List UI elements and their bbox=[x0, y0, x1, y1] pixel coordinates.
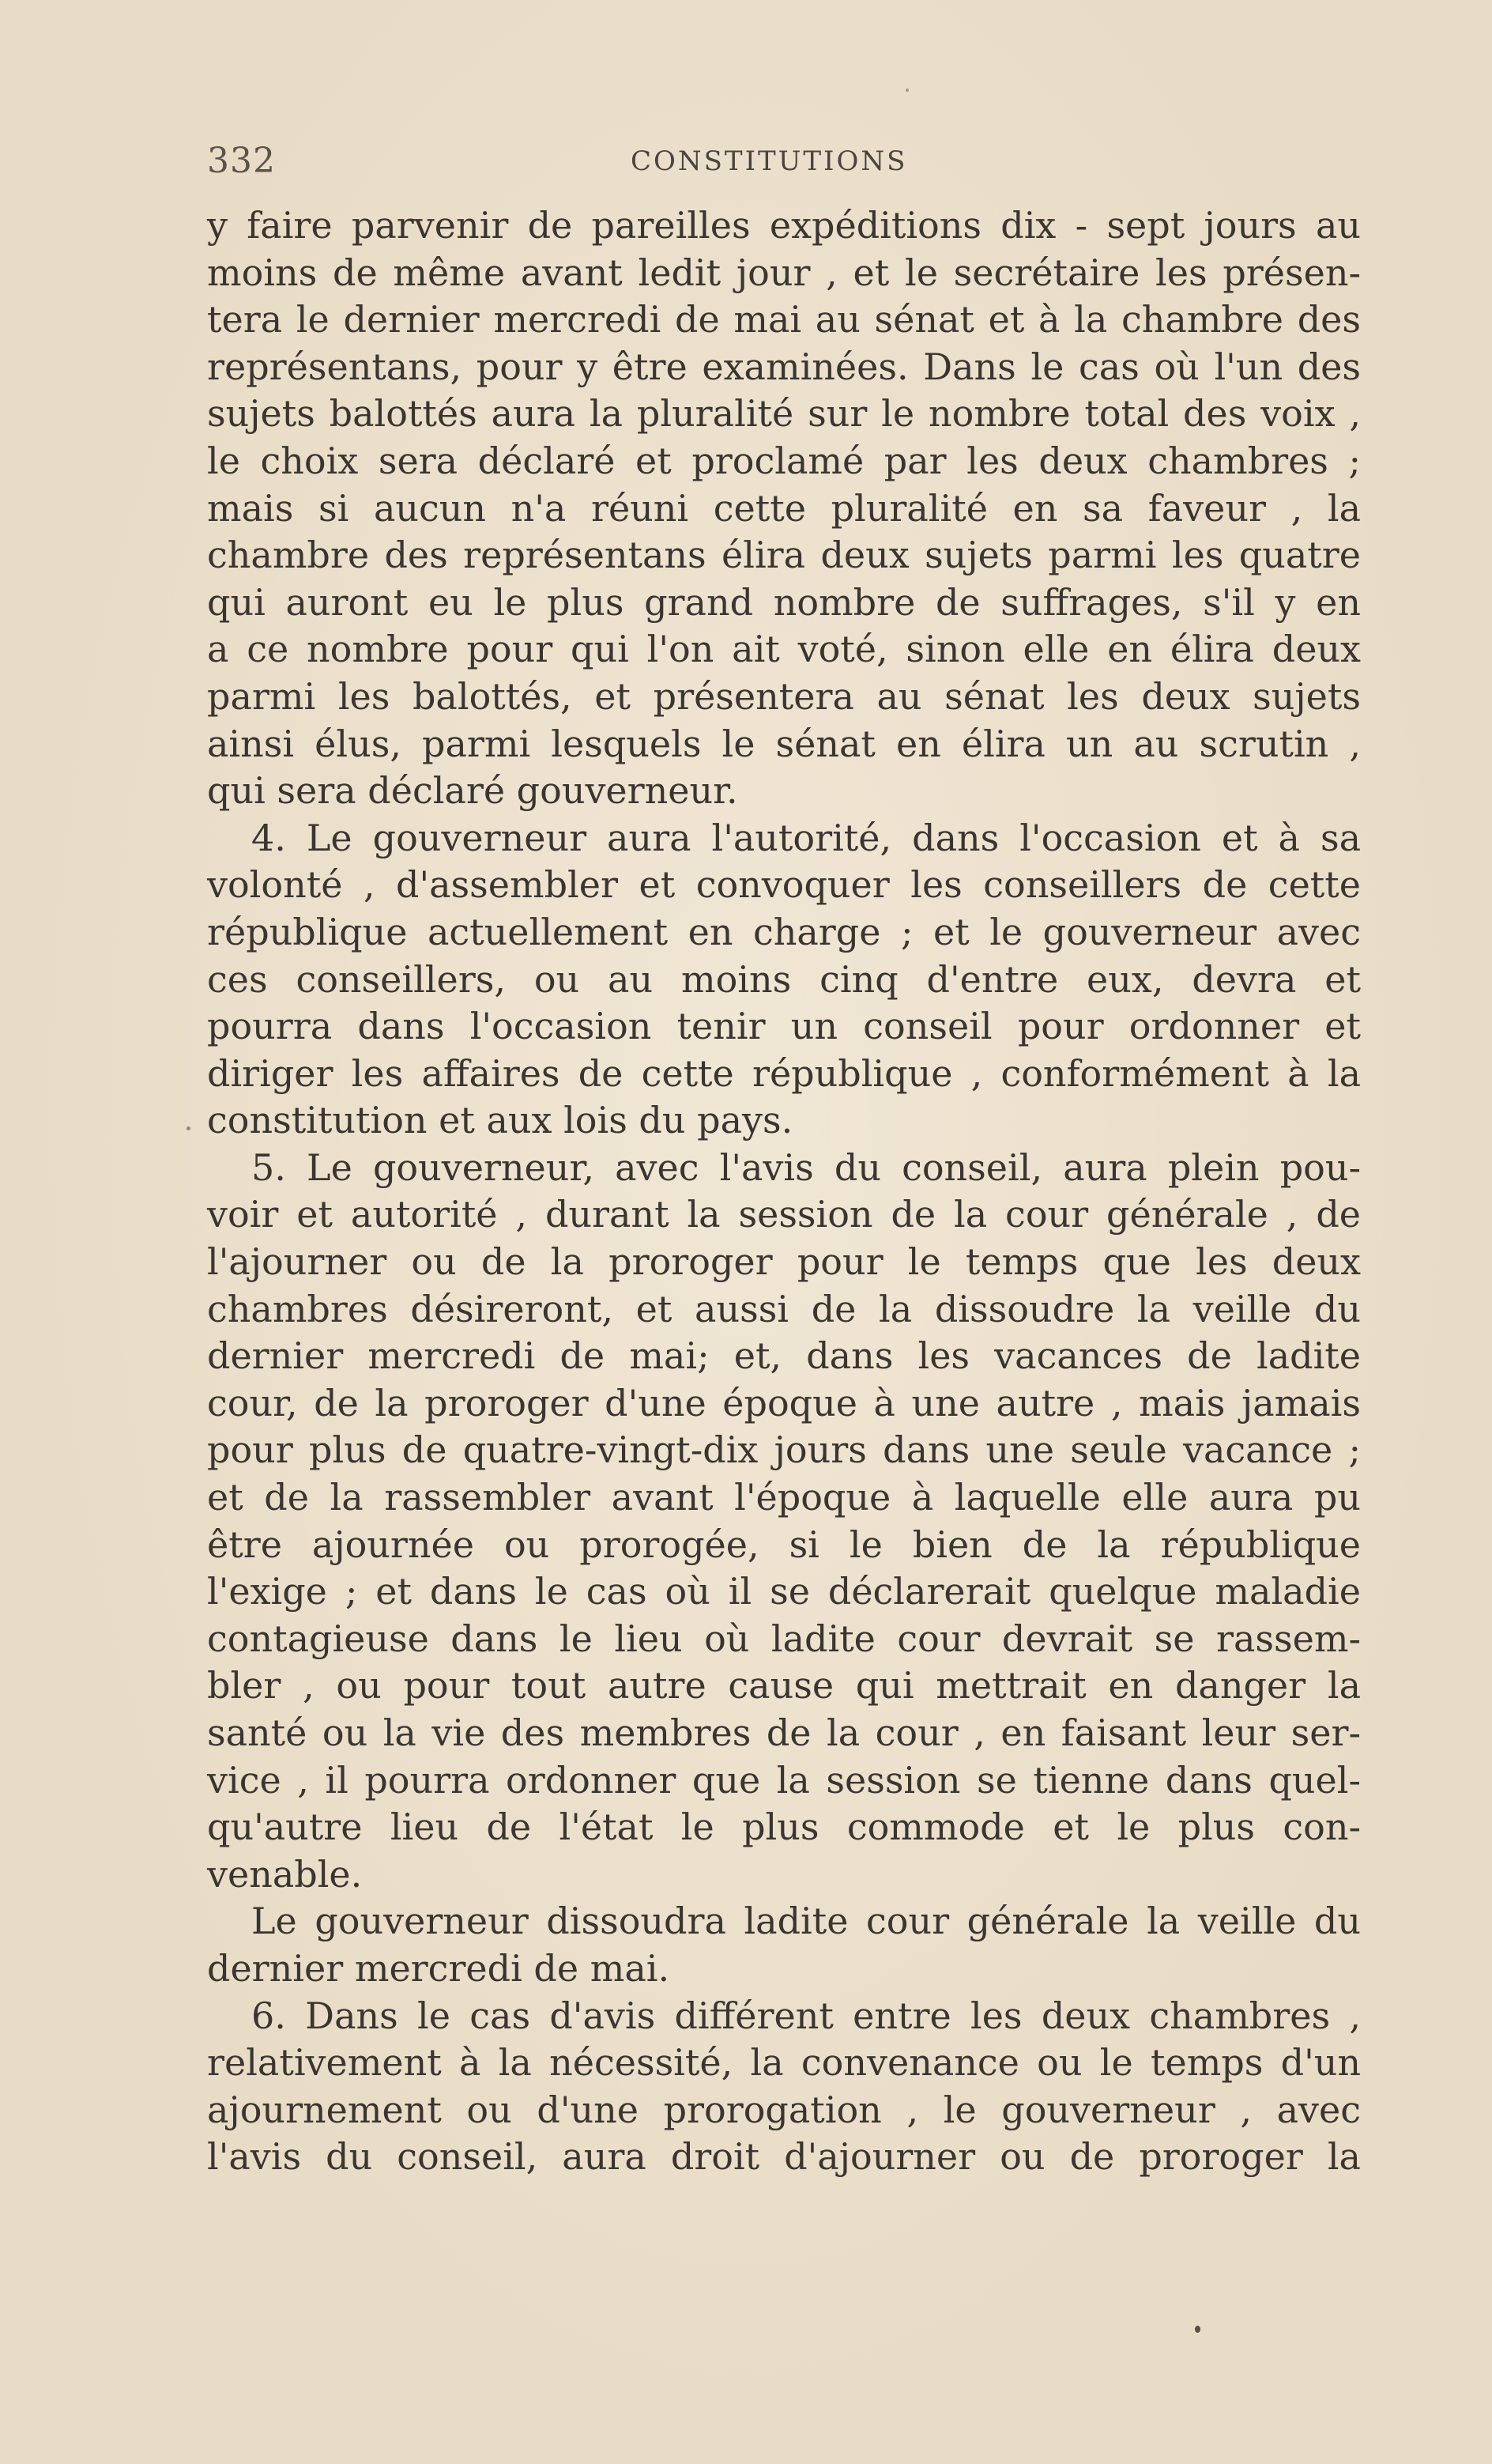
text-line: contagieuse dans le lieu où ladite cour devrait se rassem- bbox=[207, 1617, 1361, 1660]
running-head bbox=[207, 141, 1361, 188]
text-line: bler , ou pour tout autre cause qui mettrait en danger la bbox=[207, 1664, 1361, 1707]
page-number: 332 bbox=[207, 141, 276, 181]
body-text bbox=[207, 202, 1361, 2181]
text-line: être ajournée ou prorogée, si le bien de la république bbox=[207, 1523, 1361, 1566]
text-line: relativement à la nécessité, la convenance ou le temps d'un bbox=[207, 2041, 1361, 2085]
text-line: l'exige ; et dans le cas où il se déclarerait quelque maladie bbox=[207, 1570, 1361, 1613]
paragraph-6-start: 6. Dans le cas d'avis différent entre les deux chambres , bbox=[251, 1994, 1361, 2037]
text-line: dernier mercredi de mai. bbox=[207, 1946, 670, 1990]
text-line: ainsi élus, parmi lesquels le sénat en élira un au scrutin , bbox=[207, 722, 1361, 765]
text-line: y faire parvenir de pareilles expéditions dix - sept jours au bbox=[207, 204, 1361, 247]
text-line: parmi les balottés, et présentera au sénat les deux sujets bbox=[207, 674, 1361, 718]
text-line: république actuellement en charge ; et le gouverneur avec bbox=[207, 910, 1361, 953]
text-line: qu'autre lieu de l'état le plus commode et le plus con- bbox=[207, 1806, 1361, 1849]
text-line: sujets balottés aura la pluralité sur le nombre total des voix , bbox=[207, 392, 1361, 436]
paper-speck bbox=[906, 89, 909, 92]
paper-speck bbox=[1195, 2326, 1200, 2333]
text-line: l'avis du conseil, aura droit d'ajourner ou de proroger la bbox=[207, 2135, 1361, 2179]
text-line: voir et autorité , durant la session de la cour générale , de bbox=[207, 1193, 1361, 1236]
text-line: volonté , d'assembler et convoquer les conseillers de cette bbox=[207, 863, 1361, 907]
text-line: venable. bbox=[207, 1852, 363, 1896]
paragraph-5-start: 5. Le gouverneur, avec l'avis du conseil, aura plein pou- bbox=[251, 1145, 1361, 1189]
text-line: constitution et aux lois du pays. bbox=[207, 1099, 793, 1142]
text-line: moins de même avant ledit jour , et le secrétaire les présen- bbox=[207, 251, 1361, 294]
text-line: qui sera déclaré gouverneur. bbox=[207, 769, 738, 813]
text-line: et de la rassembler avant l'époque à laquelle elle aura pu bbox=[207, 1476, 1361, 1519]
text-line: l'ajourner ou de la proroger pour le temps que les deux bbox=[207, 1240, 1361, 1284]
paper-speck bbox=[186, 1126, 190, 1130]
text-line: dernier mercredi de mai; et, dans les vacances de ladite bbox=[207, 1334, 1361, 1378]
text-line: mais si aucun n'a réuni cette pluralité en sa faveur , la bbox=[207, 486, 1361, 530]
text-line: le choix sera déclaré et proclamé par les deux chambres ; bbox=[207, 439, 1361, 482]
text-line: chambres désireront, et aussi de la dissoudre la veille du bbox=[207, 1287, 1361, 1330]
text-line: pourra dans l'occasion tenir un conseil pour ordonner et bbox=[207, 1005, 1361, 1048]
text-line: a ce nombre pour qui l'on ait voté, sinon elle en élira deux bbox=[207, 628, 1361, 671]
text-line: représentans, pour y être examinées. Dans le cas où l'un des bbox=[207, 345, 1361, 388]
text-line: ajournement ou d'une prorogation , le gouverneur , avec bbox=[207, 2088, 1361, 2131]
text-line: vice , il pourra ordonner que la session se tienne dans quel- bbox=[207, 1758, 1361, 1802]
text-line: cour, de la proroger d'une époque à une autre , mais jamais bbox=[207, 1381, 1361, 1424]
text-line: santé ou la vie des membres de la cour , en faisant leur ser- bbox=[207, 1711, 1361, 1754]
text-line: tera le dernier mercredi de mai au sénat et à la chambre des bbox=[207, 298, 1361, 341]
text-line: pour plus de quatre-vingt-dix jours dans une seule vacance ; bbox=[207, 1428, 1361, 1472]
text-line: chambre des représentans élira deux sujets parmi les quatre bbox=[207, 534, 1361, 577]
text-line: ces conseillers, ou au moins cinq d'entre eux, devra et bbox=[207, 957, 1361, 1001]
text-line: qui auront eu le plus grand nombre de suffrages, s'il y en bbox=[207, 580, 1361, 624]
text-line: diriger les affaires de cette république , conformément à la bbox=[207, 1051, 1361, 1095]
paragraph-4-start: 4. Le gouverneur aura l'autorité, dans l'occasion et à sa bbox=[251, 816, 1361, 859]
paragraph-start: Le gouverneur dissoudra ladite cour générale la veille du bbox=[251, 1900, 1361, 1943]
running-title: CONSTITUTIONS bbox=[631, 145, 908, 177]
